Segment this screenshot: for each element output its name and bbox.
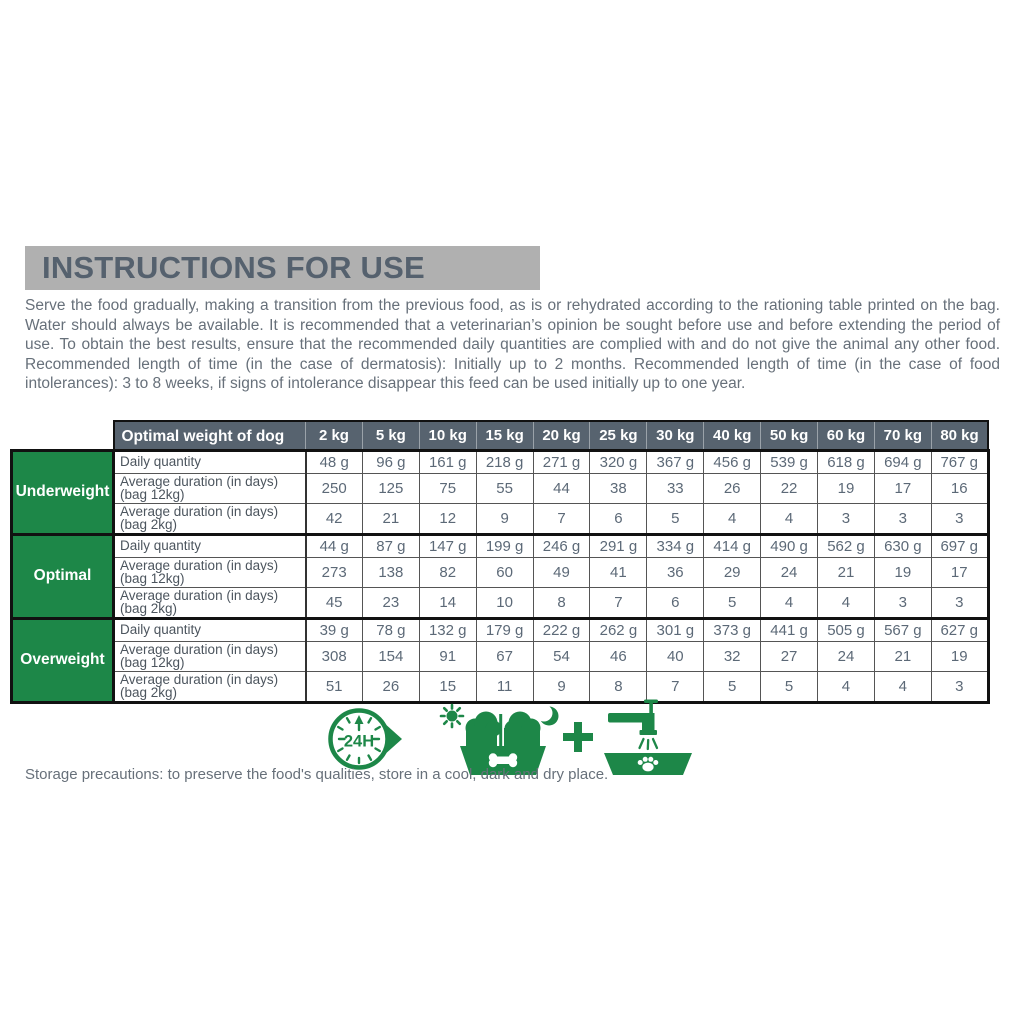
value-cell: 24 bbox=[818, 641, 875, 671]
table-row bbox=[12, 671, 989, 702]
value-cell: 48 g bbox=[306, 450, 363, 473]
weight-column-header: 2 kg bbox=[306, 421, 363, 450]
value-cell: 5 bbox=[761, 671, 818, 702]
value-cell: 91 bbox=[419, 641, 476, 671]
value-cell: 320 g bbox=[590, 450, 647, 473]
24h-clock-icon bbox=[326, 704, 404, 774]
value-cell: 41 bbox=[590, 557, 647, 587]
value-cell: 301 g bbox=[647, 618, 704, 641]
table-row bbox=[12, 503, 989, 534]
value-cell: 3 bbox=[874, 503, 931, 534]
table-row bbox=[12, 473, 989, 503]
value-cell: 26 bbox=[362, 671, 419, 702]
page-title-text: INSTRUCTIONS FOR USE bbox=[42, 250, 425, 285]
weight-column-header: 20 kg bbox=[533, 421, 590, 450]
value-cell: 38 bbox=[590, 473, 647, 503]
value-cell: 154 bbox=[362, 641, 419, 671]
value-cell: 5 bbox=[647, 503, 704, 534]
value-cell: 441 g bbox=[761, 618, 818, 641]
value-cell: 334 g bbox=[647, 534, 704, 557]
sun-icon bbox=[441, 705, 463, 727]
value-cell: 161 g bbox=[419, 450, 476, 473]
value-cell: 44 bbox=[533, 473, 590, 503]
value-cell: 11 bbox=[476, 671, 533, 702]
value-cell: 4 bbox=[818, 671, 875, 702]
value-cell: 490 g bbox=[761, 534, 818, 557]
value-cell: 627 g bbox=[931, 618, 988, 641]
value-cell: 7 bbox=[533, 503, 590, 534]
value-cell: 4 bbox=[874, 671, 931, 702]
column-header-optimal-weight: Optimal weight of dog bbox=[114, 421, 306, 450]
table-body bbox=[12, 450, 989, 702]
table-row bbox=[12, 587, 989, 618]
row-label: Average duration (in days) (bag 12kg) bbox=[114, 641, 306, 671]
value-cell: 8 bbox=[590, 671, 647, 702]
value-cell: 75 bbox=[419, 473, 476, 503]
category-cell-optimal: Optimal bbox=[12, 534, 114, 618]
value-cell: 23 bbox=[362, 587, 419, 618]
value-cell: 456 g bbox=[704, 450, 761, 473]
table-row bbox=[12, 618, 989, 641]
weight-column-header: 70 kg bbox=[874, 421, 931, 450]
value-cell: 199 g bbox=[476, 534, 533, 557]
value-cell: 96 g bbox=[362, 450, 419, 473]
value-cell: 3 bbox=[818, 503, 875, 534]
category-cell-overweight: Overweight bbox=[12, 618, 114, 702]
water-tap-bowl-icon bbox=[600, 698, 696, 776]
value-cell: 246 g bbox=[533, 534, 590, 557]
corner-empty-cell bbox=[12, 421, 114, 450]
value-cell: 55 bbox=[476, 473, 533, 503]
value-cell: 7 bbox=[590, 587, 647, 618]
value-cell: 60 bbox=[476, 557, 533, 587]
food-heap bbox=[466, 712, 541, 747]
value-cell: 39 g bbox=[306, 618, 363, 641]
storage-note: Storage precautions: to preserve the food's qualities, store in a cool, dark and dry place. bbox=[25, 766, 609, 783]
value-cell: 17 bbox=[874, 473, 931, 503]
value-cell: 10 bbox=[476, 587, 533, 618]
plus-icon bbox=[563, 722, 593, 752]
value-cell: 3 bbox=[931, 587, 988, 618]
row-label: Average duration (in days) (bag 2kg) bbox=[114, 671, 306, 702]
value-cell: 138 bbox=[362, 557, 419, 587]
value-cell: 78 g bbox=[362, 618, 419, 641]
value-cell: 21 bbox=[818, 557, 875, 587]
value-cell: 5 bbox=[704, 671, 761, 702]
value-cell: 308 bbox=[306, 641, 363, 671]
faucet bbox=[608, 700, 658, 736]
value-cell: 16 bbox=[931, 473, 988, 503]
value-cell: 179 g bbox=[476, 618, 533, 641]
value-cell: 32 bbox=[704, 641, 761, 671]
table-row bbox=[12, 450, 989, 473]
value-cell: 505 g bbox=[818, 618, 875, 641]
value-cell: 45 bbox=[306, 587, 363, 618]
weight-column-header: 60 kg bbox=[818, 421, 875, 450]
weight-column-header: 15 kg bbox=[476, 421, 533, 450]
value-cell: 40 bbox=[647, 641, 704, 671]
value-cell: 19 bbox=[818, 473, 875, 503]
value-cell: 17 bbox=[931, 557, 988, 587]
weight-column-header: 80 kg bbox=[931, 421, 988, 450]
value-cell: 630 g bbox=[874, 534, 931, 557]
value-cell: 562 g bbox=[818, 534, 875, 557]
value-cell: 24 bbox=[761, 557, 818, 587]
value-cell: 567 g bbox=[874, 618, 931, 641]
value-cell: 618 g bbox=[818, 450, 875, 473]
value-cell: 767 g bbox=[931, 450, 988, 473]
value-cell: 3 bbox=[931, 503, 988, 534]
value-cell: 21 bbox=[362, 503, 419, 534]
value-cell: 273 bbox=[306, 557, 363, 587]
value-cell: 6 bbox=[647, 587, 704, 618]
row-label: Daily quantity bbox=[114, 534, 306, 557]
value-cell: 271 g bbox=[533, 450, 590, 473]
value-cell: 5 bbox=[704, 587, 761, 618]
value-cell: 7 bbox=[647, 671, 704, 702]
row-label: Average duration (in days) (bag 2kg) bbox=[114, 587, 306, 618]
value-cell: 9 bbox=[476, 503, 533, 534]
value-cell: 414 g bbox=[704, 534, 761, 557]
value-cell: 4 bbox=[761, 503, 818, 534]
value-cell: 46 bbox=[590, 641, 647, 671]
ration-table bbox=[10, 420, 990, 704]
value-cell: 67 bbox=[476, 641, 533, 671]
intro-paragraph: Serve the food gradually, making a transition from the previous food, as is or rehydrated according to the rationing table printed on the bag. Water should always be available. It is recommended that a veterinarian’s opinion be sought before use and before extending the period of use. To obtain the best results, ensure that the recommended daily quantities are complied with and do not give the animal any other food. Recommended length of time (in the case of dermatosis): Initially up to 2 months. Recommended length of time (in the case of food intolerances): 3 to 8 weeks, if signs of intolerance disappear this feed can be used initially up to one year. bbox=[25, 297, 1000, 393]
value-cell: 87 g bbox=[362, 534, 419, 557]
value-cell: 367 g bbox=[647, 450, 704, 473]
value-cell: 19 bbox=[874, 557, 931, 587]
value-cell: 4 bbox=[818, 587, 875, 618]
value-cell: 262 g bbox=[590, 618, 647, 641]
value-cell: 4 bbox=[761, 587, 818, 618]
value-cell: 539 g bbox=[761, 450, 818, 473]
value-cell: 6 bbox=[590, 503, 647, 534]
value-cell: 373 g bbox=[704, 618, 761, 641]
value-cell: 51 bbox=[306, 671, 363, 702]
weight-column-header: 30 kg bbox=[647, 421, 704, 450]
weight-column-header: 10 kg bbox=[419, 421, 476, 450]
value-cell: 36 bbox=[647, 557, 704, 587]
value-cell: 3 bbox=[874, 587, 931, 618]
value-cell: 82 bbox=[419, 557, 476, 587]
weight-column-header: 25 kg bbox=[590, 421, 647, 450]
value-cell: 49 bbox=[533, 557, 590, 587]
table-row bbox=[12, 534, 989, 557]
table-row bbox=[12, 557, 989, 587]
value-cell: 132 g bbox=[419, 618, 476, 641]
value-cell: 147 g bbox=[419, 534, 476, 557]
weight-column-header: 40 kg bbox=[704, 421, 761, 450]
value-cell: 54 bbox=[533, 641, 590, 671]
value-cell: 33 bbox=[647, 473, 704, 503]
row-label: Daily quantity bbox=[114, 450, 306, 473]
value-cell: 9 bbox=[533, 671, 590, 702]
value-cell: 218 g bbox=[476, 450, 533, 473]
value-cell: 250 bbox=[306, 473, 363, 503]
table-row bbox=[12, 641, 989, 671]
weight-column-header: 50 kg bbox=[761, 421, 818, 450]
moon-icon bbox=[536, 705, 559, 726]
value-cell: 22 bbox=[761, 473, 818, 503]
value-cell: 4 bbox=[704, 503, 761, 534]
value-cell: 12 bbox=[419, 503, 476, 534]
value-cell: 8 bbox=[533, 587, 590, 618]
value-cell: 21 bbox=[874, 641, 931, 671]
value-cell: 14 bbox=[419, 587, 476, 618]
table-header bbox=[12, 421, 989, 450]
value-cell: 15 bbox=[419, 671, 476, 702]
value-cell: 27 bbox=[761, 641, 818, 671]
value-cell: 42 bbox=[306, 503, 363, 534]
value-cell: 697 g bbox=[931, 534, 988, 557]
clock-24h-label: 24H bbox=[343, 732, 375, 751]
row-label: Daily quantity bbox=[114, 618, 306, 641]
value-cell: 26 bbox=[704, 473, 761, 503]
row-label: Average duration (in days) (bag 2kg) bbox=[114, 503, 306, 534]
day-night-feeding-bowl-icon bbox=[436, 700, 570, 776]
weight-column-header: 5 kg bbox=[362, 421, 419, 450]
value-cell: 125 bbox=[362, 473, 419, 503]
value-cell: 44 g bbox=[306, 534, 363, 557]
value-cell: 291 g bbox=[590, 534, 647, 557]
page-title bbox=[25, 246, 540, 290]
value-cell: 694 g bbox=[874, 450, 931, 473]
value-cell: 222 g bbox=[533, 618, 590, 641]
category-cell-underweight: Underweight bbox=[12, 450, 114, 534]
water-spray bbox=[640, 739, 658, 749]
value-cell: 29 bbox=[704, 557, 761, 587]
row-label: Average duration (in days) (bag 12kg) bbox=[114, 557, 306, 587]
row-label: Average duration (in days) (bag 12kg) bbox=[114, 473, 306, 503]
value-cell: 3 bbox=[931, 671, 988, 702]
value-cell: 19 bbox=[931, 641, 988, 671]
